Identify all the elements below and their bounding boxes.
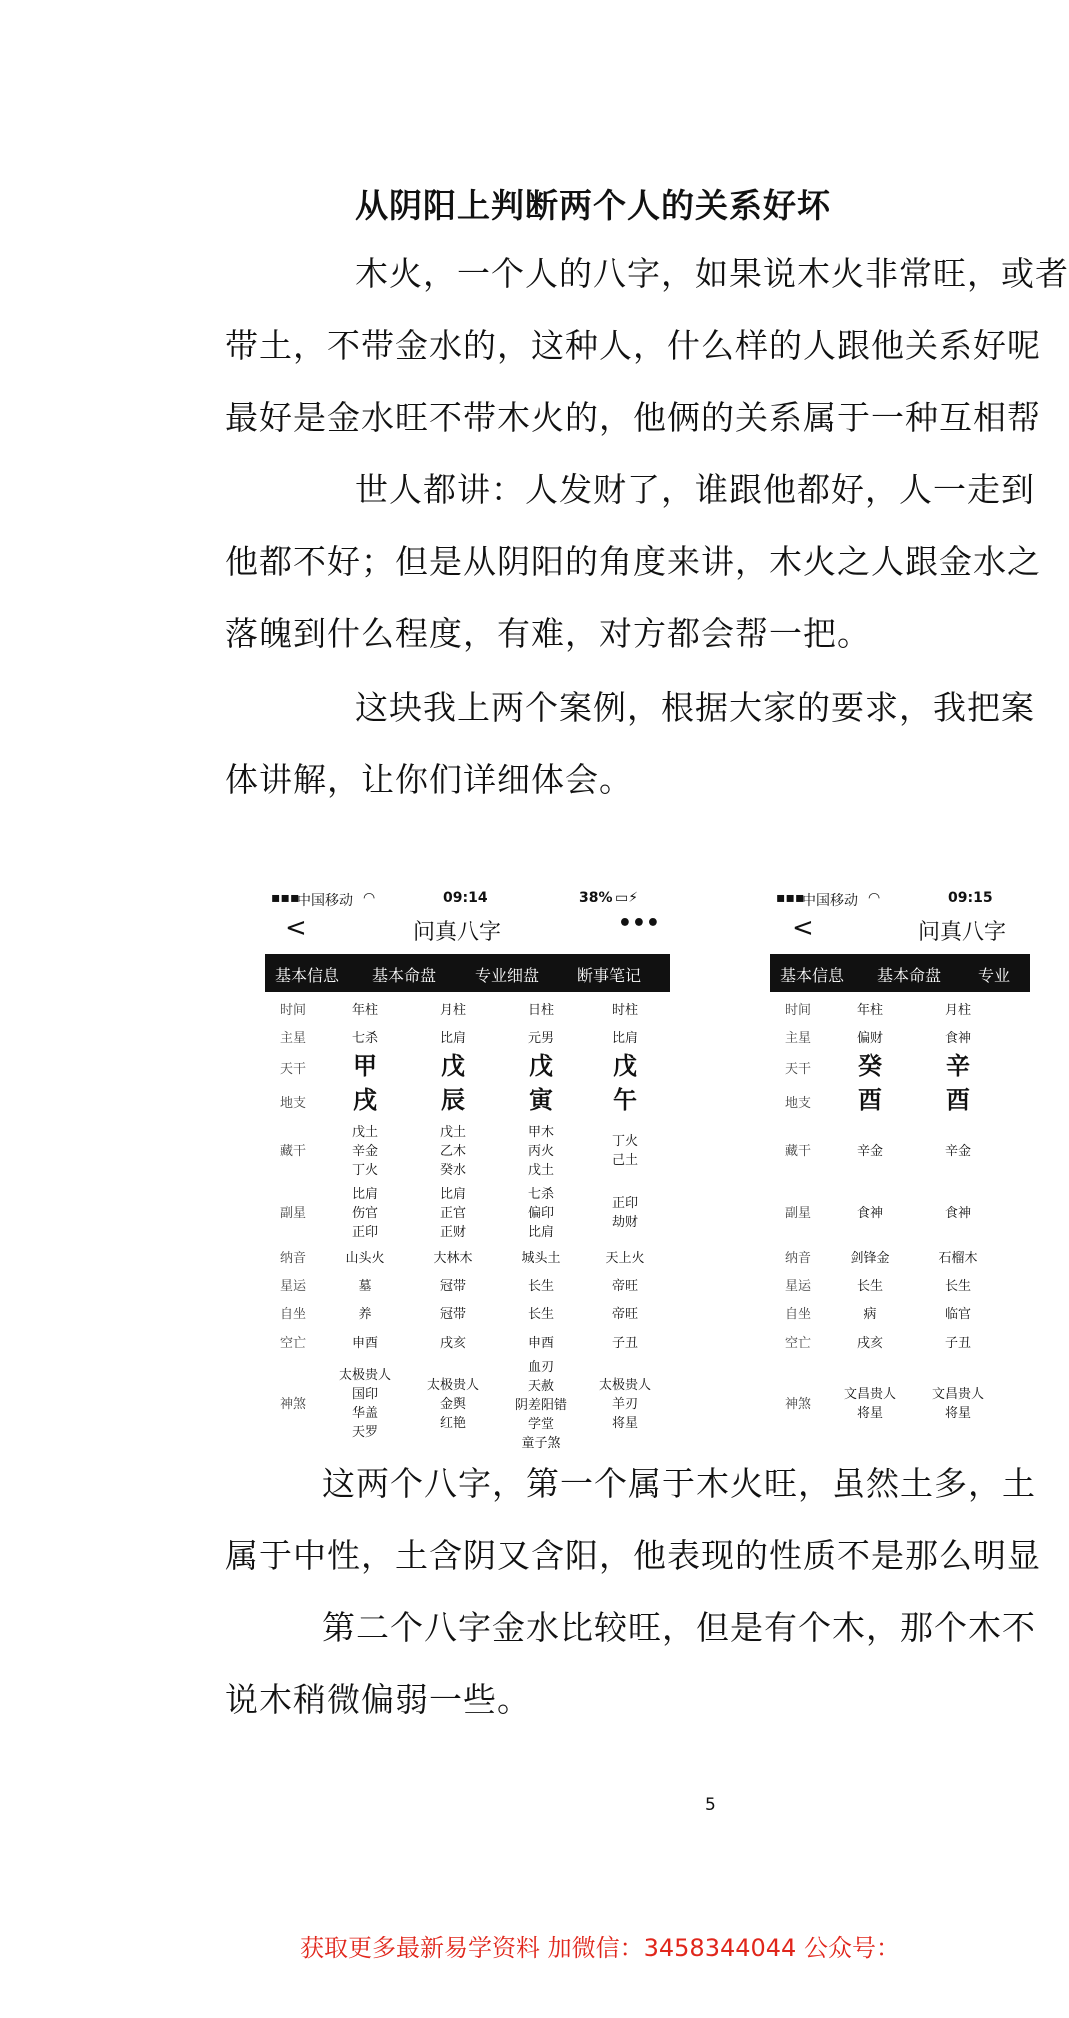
bazi-row	[265, 1182, 670, 1244]
bazi-row-label: 主星	[784, 1030, 811, 1046]
bazi-cell: 长生	[527, 1306, 554, 1322]
bazi-row	[265, 1358, 670, 1450]
bazi-cell: 元男	[527, 1030, 554, 1046]
paragraph-line: 第二个八字金水比较旺，但是有个木，那个木不	[322, 1608, 1036, 1647]
bazi-cell: 甲木 丙火 戊土	[527, 1124, 554, 1178]
status-bar	[265, 888, 670, 910]
bazi-row-label: 自坐	[279, 1306, 306, 1322]
bazi-cell: 长生	[856, 1278, 883, 1294]
tab-basic-info[interactable]: 基本信息	[275, 966, 340, 985]
paragraph-line: 体讲解，让你们详细体会。	[225, 760, 633, 799]
bazi-cell: 寅	[529, 1086, 553, 1114]
bazi-row-label: 天干	[279, 1061, 306, 1077]
bazi-screenshot-2	[770, 888, 1030, 1448]
bazi-cell: 比肩	[611, 1030, 638, 1046]
bazi-row	[770, 1328, 1030, 1358]
bazi-cell: 帝旺	[611, 1278, 638, 1294]
bazi-row	[265, 1024, 670, 1052]
app-navbar	[265, 913, 670, 948]
bazi-cell: 子丑	[944, 1335, 971, 1351]
bazi-row-label: 空亡	[784, 1335, 811, 1351]
bazi-row	[265, 1244, 670, 1272]
paragraph-line: 这两个八字，第一个属于木火旺，虽然土多，土	[322, 1464, 1036, 1503]
bazi-cell: 血刃 天赦 阴差阳错 学堂 童子煞	[514, 1360, 567, 1451]
bazi-row	[265, 1120, 670, 1182]
tab-basic-chart[interactable]: 基本命盘	[372, 966, 437, 985]
bazi-cell: 月柱	[439, 1002, 466, 1018]
clock: 09:15	[948, 890, 993, 906]
tab-bar	[770, 954, 1030, 992]
bazi-cell: 戊土 乙木 癸水	[439, 1124, 466, 1178]
bazi-row	[770, 1024, 1030, 1052]
bazi-row-label: 副星	[279, 1205, 306, 1221]
bazi-cell: 养	[358, 1306, 372, 1322]
paragraph-line: 世人都讲：人发财了，谁跟他都好，人一走到	[355, 470, 1035, 509]
bazi-row	[265, 1328, 670, 1358]
bazi-cell: 太极贵人 金舆 红艳	[426, 1377, 479, 1431]
bazi-cell: 石榴木	[938, 1250, 978, 1266]
bazi-cell: 七杀	[351, 1030, 378, 1046]
bazi-cell: 申酉	[351, 1335, 378, 1351]
bazi-cell: 戊	[613, 1052, 637, 1080]
bazi-cell: 文昌贵人 将星	[843, 1387, 896, 1421]
bazi-row	[770, 1358, 1030, 1450]
back-button[interactable]: <	[285, 913, 307, 943]
bazi-cell: 城头土	[521, 1250, 561, 1266]
bazi-row-label: 神煞	[784, 1396, 811, 1412]
bazi-row-label: 主星	[279, 1030, 306, 1046]
bazi-row-label: 藏干	[784, 1143, 811, 1159]
bazi-row-label: 天干	[784, 1061, 811, 1077]
wifi-icon: ◠	[868, 890, 881, 906]
tab-pro-chart[interactable]: 专业	[978, 966, 1011, 985]
bazi-cell: 偏财	[856, 1030, 883, 1046]
bazi-cell: 帝旺	[611, 1306, 638, 1322]
bazi-row	[265, 1272, 670, 1300]
bazi-row	[265, 996, 670, 1024]
paragraph-line: 说木稍微偏弱一些。	[225, 1680, 531, 1719]
bazi-row-label: 时间	[784, 1002, 811, 1018]
bazi-row-label: 星运	[279, 1278, 306, 1294]
bazi-row	[770, 1086, 1030, 1120]
bazi-cell: 墓	[358, 1278, 372, 1294]
tab-bar	[265, 954, 670, 992]
battery-icon: ▭⚡	[615, 890, 639, 906]
bazi-table	[770, 996, 1030, 1450]
bazi-row-label: 星运	[784, 1278, 811, 1294]
bazi-row	[770, 1182, 1030, 1244]
bazi-cell: 月柱	[944, 1002, 971, 1018]
bazi-row	[770, 1300, 1030, 1328]
bazi-cell: 丁火 己土	[611, 1134, 638, 1168]
bazi-row-label: 藏干	[279, 1143, 306, 1159]
wifi-icon: ◠	[363, 890, 376, 906]
bazi-cell: 食神	[944, 1205, 971, 1221]
bazi-cell: 戌	[353, 1086, 377, 1114]
bazi-cell: 辛金	[856, 1143, 883, 1159]
bazi-cell: 辰	[441, 1086, 465, 1114]
bazi-cell: 文昌贵人 将星	[931, 1387, 984, 1421]
bazi-row-label: 空亡	[279, 1335, 306, 1351]
bazi-cell: 比肩	[439, 1030, 466, 1046]
bazi-row	[770, 1120, 1030, 1182]
bazi-cell: 戊	[529, 1052, 553, 1080]
bazi-cell: 年柱	[856, 1002, 883, 1018]
paragraph-line: 属于中性，土含阴又含阳，他表现的性质不是那么明显	[225, 1536, 1041, 1575]
carrier-label: 中国移动	[802, 893, 858, 909]
paragraph-line: 最好是金水旺不带木火的，他俩的关系属于一种互相帮	[225, 398, 1041, 437]
paragraph-line: 落魄到什么程度，有难，对方都会帮一把。	[225, 614, 871, 653]
signal-icon: ▪▪▪	[271, 890, 300, 906]
bazi-row	[265, 1300, 670, 1328]
back-button[interactable]: <	[792, 913, 814, 943]
bazi-cell: 戌亥	[856, 1335, 883, 1351]
bazi-row-label: 地支	[279, 1095, 306, 1111]
page-number: 5	[705, 1795, 716, 1815]
bazi-cell: 日柱	[527, 1002, 554, 1018]
bazi-cell: 戊	[441, 1052, 465, 1080]
bazi-cell: 食神	[856, 1205, 883, 1221]
bazi-cell: 长生	[944, 1278, 971, 1294]
tab-basic-info[interactable]: 基本信息	[780, 966, 845, 985]
bazi-cell: 戊土 辛金 丁火	[351, 1124, 378, 1178]
bazi-cell: 午	[613, 1086, 637, 1114]
signal-icon: ▪▪▪	[776, 890, 805, 906]
bazi-cell: 年柱	[351, 1002, 378, 1018]
bazi-cell: 子丑	[611, 1335, 638, 1351]
bazi-table	[265, 996, 670, 1450]
bazi-row-label: 地支	[784, 1095, 811, 1111]
bazi-row-label: 自坐	[784, 1306, 811, 1322]
more-button[interactable]: •••	[617, 911, 660, 936]
bazi-cell: 比肩 正官 正财	[439, 1186, 466, 1240]
bazi-cell: 辛	[946, 1052, 970, 1080]
bazi-cell: 冠带	[439, 1278, 466, 1294]
bazi-cell: 比肩 伤官 正印	[351, 1186, 378, 1240]
status-bar	[770, 888, 1030, 910]
bazi-cell: 病	[863, 1306, 877, 1322]
footer-ad: 获取更多最新易学资料 加微信：3458344044 公众号：	[300, 1934, 900, 1962]
bazi-row	[265, 1086, 670, 1120]
bazi-cell: 七杀 偏印 比肩	[527, 1186, 554, 1240]
bazi-row-label: 神煞	[279, 1396, 306, 1412]
bazi-cell: 食神	[944, 1030, 971, 1046]
bazi-cell: 辛金	[944, 1143, 971, 1159]
bazi-row	[770, 996, 1030, 1024]
bazi-cell: 长生	[527, 1278, 554, 1294]
paragraph-line: 这块我上两个案例，根据大家的要求，我把案	[355, 688, 1035, 727]
bazi-row-label: 时间	[279, 1002, 306, 1018]
bazi-row	[265, 1052, 670, 1086]
page-title: 从阴阳上判断两个人的关系好坏	[355, 186, 831, 225]
paragraph-line: 木火，一个人的八字，如果说木火非常旺，或者	[355, 254, 1069, 293]
bazi-cell: 天上火	[605, 1250, 645, 1266]
clock: 09:14	[443, 890, 488, 906]
app-navbar	[770, 913, 1030, 948]
bazi-cell: 太极贵人 国印 华盖 天罗	[338, 1368, 391, 1440]
bazi-cell: 大林木	[433, 1250, 473, 1266]
bazi-cell: 酉	[946, 1086, 970, 1114]
bazi-row	[770, 1244, 1030, 1272]
app-title: 问真八字	[413, 920, 502, 945]
bazi-cell: 癸	[858, 1052, 882, 1080]
tab-basic-chart[interactable]: 基本命盘	[877, 966, 942, 985]
bazi-cell: 酉	[858, 1086, 882, 1114]
bazi-row	[770, 1272, 1030, 1300]
bazi-row-label: 副星	[784, 1205, 811, 1221]
bazi-cell: 临官	[944, 1306, 971, 1322]
app-title: 问真八字	[918, 920, 1007, 945]
bazi-cell: 太极贵人 羊刃 将星	[598, 1377, 651, 1431]
bazi-cell: 时柱	[611, 1002, 638, 1018]
tab-pro-chart[interactable]: 专业细盘	[475, 966, 540, 985]
bazi-row-label: 纳音	[279, 1250, 306, 1266]
bazi-cell: 正印 劫财	[611, 1196, 638, 1230]
bazi-cell: 冠带	[439, 1306, 466, 1322]
bazi-cell: 戌亥	[439, 1335, 466, 1351]
bazi-cell: 甲	[353, 1052, 377, 1080]
paragraph-line: 他都不好；但是从阴阳的角度来讲，木火之人跟金水之	[225, 542, 1041, 581]
battery-level: 38%	[579, 890, 613, 906]
bazi-cell: 剑锋金	[850, 1250, 890, 1266]
carrier-label: 中国移动	[297, 893, 353, 909]
paragraph-line: 带土，不带金水的，这种人，什么样的人跟他关系好呢	[225, 326, 1041, 365]
tab-notes[interactable]: 断事笔记	[577, 966, 642, 985]
bazi-row-label: 纳音	[784, 1250, 811, 1266]
bazi-row	[770, 1052, 1030, 1086]
bazi-screenshot-1	[265, 888, 670, 1451]
bazi-cell: 山头火	[345, 1250, 385, 1266]
bazi-cell: 申酉	[527, 1335, 554, 1351]
